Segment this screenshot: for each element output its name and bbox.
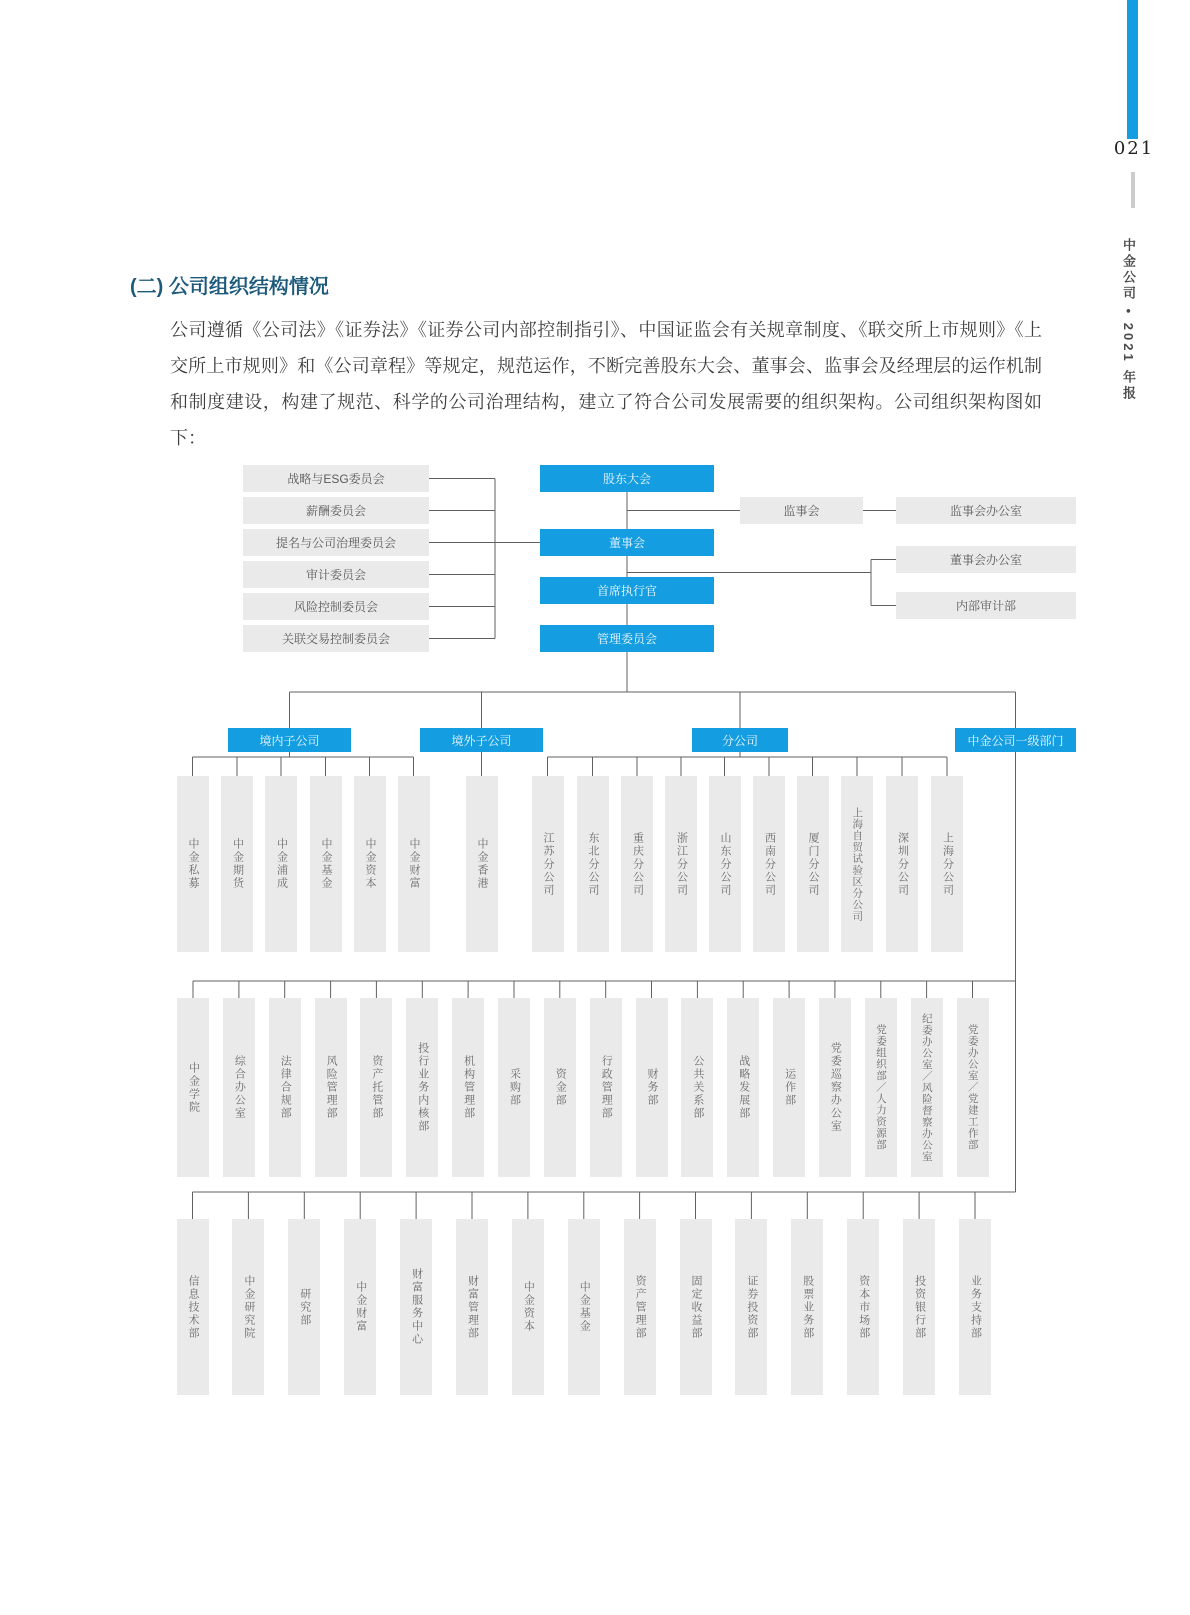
division-domestic-subsidiaries: 境内子公司 xyxy=(228,728,351,752)
branch-column: 西南分公司 xyxy=(753,776,785,952)
dept-column: 中金财富 xyxy=(344,1219,376,1395)
dept-column: 资金部 xyxy=(544,998,576,1177)
org-box-shareholders-meeting: 股东大会 xyxy=(540,465,714,492)
dept-column: 战略发展部 xyxy=(727,998,759,1177)
dept-column: 业务支持部 xyxy=(959,1219,991,1395)
branch-column: 上海自贸试验区分公司 xyxy=(841,776,873,952)
subsidiary-column: 中金浦成 xyxy=(265,776,297,952)
subsidiary-column: 中金财富 xyxy=(398,776,430,952)
dept-column: 行政管理部 xyxy=(590,998,622,1177)
accent-top-bar xyxy=(1127,0,1138,139)
dept-column: 财富服务中心 xyxy=(400,1219,432,1395)
division-overseas-subsidiaries: 境外子公司 xyxy=(420,728,543,752)
dept-column: 公共关系部 xyxy=(681,998,713,1177)
sidebar-caption: 中金公司 • 2021 年报 xyxy=(1121,238,1136,403)
branch-column: 重庆分公司 xyxy=(621,776,653,952)
branch-column: 浙江分公司 xyxy=(665,776,697,952)
subsidiary-column: 中金私募 xyxy=(177,776,209,952)
committee-nomination-governance: 提名与公司治理委员会 xyxy=(243,529,429,556)
dept-column: 党委巡察办公室 xyxy=(819,998,851,1177)
page-number-divider xyxy=(1131,172,1135,208)
dept-column: 中金资本 xyxy=(512,1219,544,1395)
org-box-internal-audit: 内部审计部 xyxy=(896,592,1076,619)
dept-column: 运作部 xyxy=(773,998,805,1177)
committee-audit: 审计委员会 xyxy=(243,561,429,588)
subsidiary-column: 中金期货 xyxy=(221,776,253,952)
branch-column: 上海分公司 xyxy=(931,776,963,952)
dept-column: 股票业务部 xyxy=(791,1219,823,1395)
dept-column: 法律合规部 xyxy=(269,998,301,1177)
section-heading: (二) 公司组织结构情况 xyxy=(130,276,329,298)
dept-column: 风险管理部 xyxy=(315,998,347,1177)
page-number: 021 xyxy=(1113,138,1155,159)
dept-column: 中金学院 xyxy=(177,998,209,1177)
section-body: 公司遵循《公司法》《证券法》《证券公司内部控制指引》、中国证监会有关规章制度、《联交所上市规则》《上交所上市规则》和《公司章程》等规定，规范运作，不断完善股东大会、董事会、监事会及经理层的运作机制和制度建设，构建了规范、科学的公司治理结构，建立了符合公司发展需要的组织架构。公司组织架构图如下： xyxy=(170,320,1042,448)
dept-column: 纪委办公室／风险督察办公室 xyxy=(911,998,943,1177)
org-box-board-office: 董事会办公室 xyxy=(896,546,1076,573)
dept-column: 采购部 xyxy=(498,998,530,1177)
dept-column: 财务部 xyxy=(636,998,668,1177)
branch-column: 江苏分公司 xyxy=(532,776,564,952)
dept-column: 财富管理部 xyxy=(456,1219,488,1395)
org-box-management-committee: 管理委员会 xyxy=(540,625,714,652)
dept-column: 研究部 xyxy=(288,1219,320,1395)
subsidiary-column: 中金香港 xyxy=(466,776,498,952)
branch-column: 山东分公司 xyxy=(709,776,741,952)
branch-column: 厦门分公司 xyxy=(797,776,829,952)
committee-risk-control: 风险控制委员会 xyxy=(243,593,429,620)
dept-column: 党委组织部／人力资源部 xyxy=(865,998,897,1177)
subsidiary-column: 中金基金 xyxy=(310,776,342,952)
dept-column: 机构管理部 xyxy=(452,998,484,1177)
org-box-supervisors-office: 监事会办公室 xyxy=(896,497,1076,524)
dept-column: 投资银行部 xyxy=(903,1219,935,1395)
branch-column: 深圳分公司 xyxy=(886,776,918,952)
division-first-level-departments: 中金公司一级部门 xyxy=(955,728,1076,752)
org-box-board: 董事会 xyxy=(540,529,714,556)
dept-column: 资产托管部 xyxy=(360,998,392,1177)
committee-remuneration: 薪酬委员会 xyxy=(243,497,429,524)
dept-column: 中金基金 xyxy=(568,1219,600,1395)
committee-strategy-esg: 战略与ESG委员会 xyxy=(243,465,429,492)
dept-column: 资本市场部 xyxy=(847,1219,879,1395)
committee-related-transactions: 关联交易控制委员会 xyxy=(243,625,429,652)
division-branches: 分公司 xyxy=(692,728,788,752)
dept-column: 信息技术部 xyxy=(177,1219,209,1395)
dept-column: 固定收益部 xyxy=(680,1219,712,1395)
dept-column: 资产管理部 xyxy=(624,1219,656,1395)
dept-column: 证券投资部 xyxy=(735,1219,767,1395)
dept-column: 中金研究院 xyxy=(232,1219,264,1395)
branch-column: 东北分公司 xyxy=(577,776,609,952)
dept-column: 综合办公室 xyxy=(223,998,255,1177)
dept-column: 党委办公室／党建工作部 xyxy=(957,998,989,1177)
dept-column: 投行业务内核部 xyxy=(406,998,438,1177)
org-box-ceo: 首席执行官 xyxy=(540,577,714,604)
subsidiary-column: 中金资本 xyxy=(354,776,386,952)
org-box-supervisors: 监事会 xyxy=(740,497,863,524)
